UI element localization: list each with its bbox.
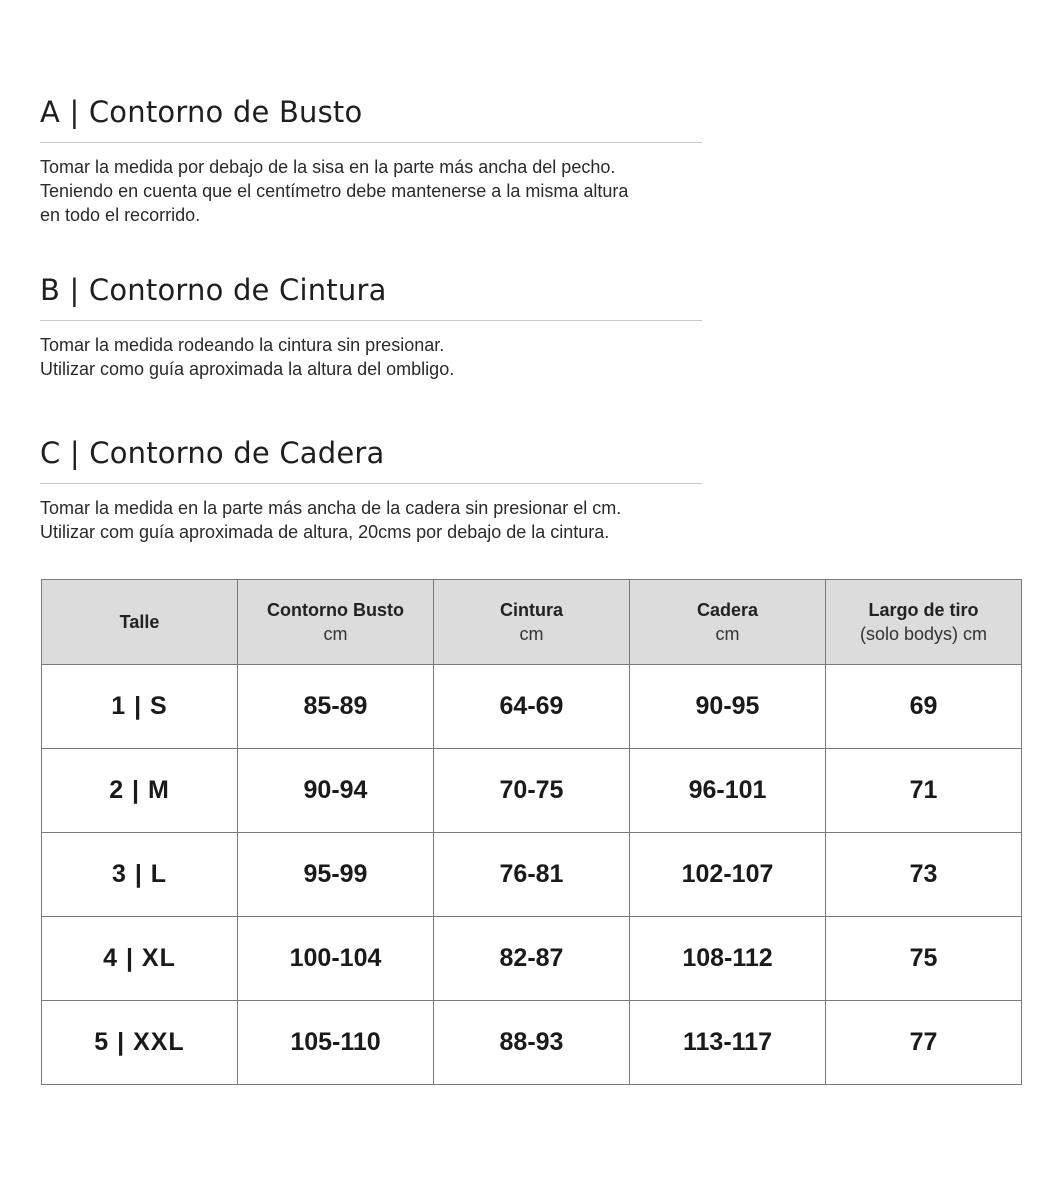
- cell-largo-de-tiro: 73: [826, 833, 1022, 917]
- cell-cintura: 88-93: [434, 1001, 630, 1085]
- cell-cintura: 64-69: [434, 665, 630, 749]
- description-line: en todo el recorrido.: [40, 205, 201, 225]
- table-row: [42, 833, 1022, 917]
- cell-largo-de-tiro: 69: [826, 665, 1022, 749]
- section-title-busto: A | Contorno de Busto: [40, 95, 363, 129]
- header-unit: (solo bodys) cm: [859, 624, 988, 644]
- cell-cadera: 102-107: [630, 833, 826, 917]
- section-title-cadera: C | Contorno de Cadera: [40, 436, 385, 470]
- header-label: Talle: [119, 612, 160, 632]
- header-label: Contorno Busto: [267, 600, 404, 620]
- table-row: [42, 665, 1022, 749]
- cell-cadera: 96-101: [630, 749, 826, 833]
- cell-largo-de-tiro: 75: [826, 917, 1022, 1001]
- cell-talle: 1 | S: [42, 665, 238, 749]
- section-busto: [40, 92, 702, 227]
- cell-talle: 3 | L: [42, 833, 238, 917]
- cell-talle: 5 | XXL: [42, 1001, 238, 1085]
- cell-talle: 2 | M: [42, 749, 238, 833]
- table-row: [42, 1001, 1022, 1085]
- table-row: [42, 749, 1022, 833]
- section-description-cintura: [40, 333, 702, 381]
- header-unit: cm: [519, 624, 544, 644]
- cell-cadera: 90-95: [630, 665, 826, 749]
- cell-cintura: 82-87: [434, 917, 630, 1001]
- description-line: Teniendo en cuenta que el centímetro debe mantenerse a la misma altura: [40, 181, 629, 201]
- header-largo-de-tiro: [826, 580, 1022, 665]
- section-description-cadera: [40, 496, 702, 544]
- cell-contorno-busto: 105-110: [238, 1001, 434, 1085]
- cell-cintura: 70-75: [434, 749, 630, 833]
- table-header-row: [42, 580, 1022, 665]
- section-divider: [40, 483, 702, 484]
- description-line: Tomar la medida por debajo de la sisa en la parte más ancha del pecho.: [40, 157, 616, 177]
- description-line: Tomar la medida en la parte más ancha de la cadera sin presionar el cm.: [40, 498, 622, 518]
- description-line: Utilizar com guía aproximada de altura, 20cms por debajo de la cintura.: [40, 522, 610, 542]
- header-label: Cintura: [500, 600, 563, 620]
- section-description-busto: [40, 155, 702, 227]
- header-label: Cadera: [696, 600, 759, 620]
- section-divider: [40, 320, 702, 321]
- header-cintura: [434, 580, 630, 665]
- header-talle: [42, 580, 238, 665]
- cell-talle: 4 | XL: [42, 917, 238, 1001]
- header-contorno-busto: [238, 580, 434, 665]
- table-row: [42, 917, 1022, 1001]
- header-label: Largo de tiro: [868, 600, 979, 620]
- cell-cintura: 76-81: [434, 833, 630, 917]
- section-title-cintura: B | Contorno de Cintura: [40, 273, 387, 307]
- cell-contorno-busto: 100-104: [238, 917, 434, 1001]
- cell-contorno-busto: 85-89: [238, 665, 434, 749]
- header-unit: cm: [323, 624, 348, 644]
- cell-contorno-busto: 90-94: [238, 749, 434, 833]
- header-cadera: [630, 580, 826, 665]
- cell-largo-de-tiro: 71: [826, 749, 1022, 833]
- size-chart-table: [41, 579, 1022, 1085]
- header-unit: cm: [715, 624, 740, 644]
- section-cintura: [40, 270, 702, 381]
- cell-contorno-busto: 95-99: [238, 833, 434, 917]
- description-line: Utilizar como guía aproximada la altura del ombligo.: [40, 359, 455, 379]
- section-cadera: [40, 433, 702, 544]
- cell-cadera: 108-112: [630, 917, 826, 1001]
- section-divider: [40, 142, 702, 143]
- cell-largo-de-tiro: 77: [826, 1001, 1022, 1085]
- cell-cadera: 113-117: [630, 1001, 826, 1085]
- description-line: Tomar la medida rodeando la cintura sin presionar.: [40, 335, 445, 355]
